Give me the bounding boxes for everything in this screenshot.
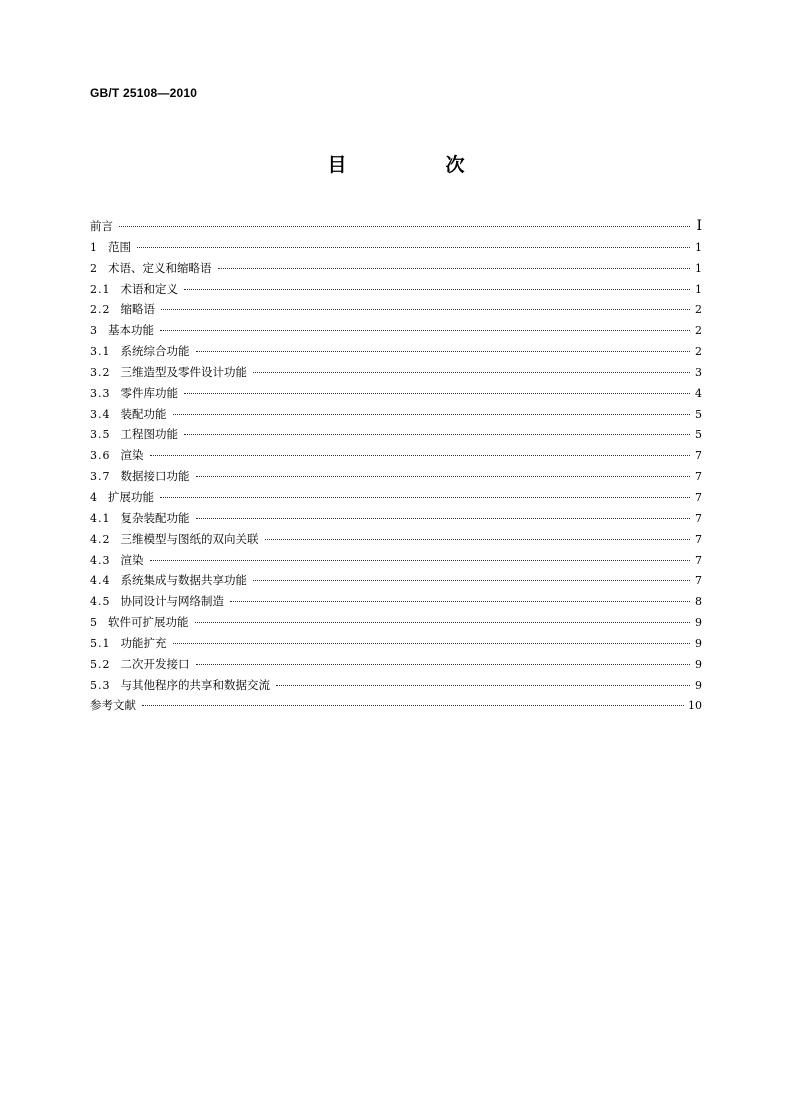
toc-entry-label: 基本功能 (108, 323, 154, 338)
toc-leader-dots (276, 685, 690, 686)
toc-entry-page-number: 1 (695, 261, 702, 275)
toc-leader-dots (160, 497, 690, 498)
toc-entry-number: 4 (90, 490, 98, 504)
toc-entry-page-number: 4 (695, 386, 702, 400)
toc-entry[interactable] (90, 424, 702, 445)
toc-entry-label: 三维模型与图纸的双向关联 (120, 531, 259, 546)
toc-entry[interactable] (90, 362, 702, 383)
toc-entry[interactable] (90, 675, 702, 696)
toc-entry-label: 功能扩充 (120, 635, 167, 650)
toc-entry-number: 2.1 (90, 282, 111, 296)
toc-entry-label: 软件可扩展功能 (108, 615, 189, 630)
toc-entry-label: 参考文献 (90, 698, 136, 713)
toc-entry-page-number: 9 (695, 678, 702, 692)
toc-entry-number: 5.1 (90, 636, 111, 650)
toc-entry-number: 5.2 (90, 657, 111, 671)
toc-leader-dots (196, 476, 691, 477)
toc-leader-dots (184, 434, 690, 435)
toc-entry-page-number: 7 (695, 574, 702, 588)
toc-entry[interactable] (90, 612, 702, 633)
toc-entry[interactable] (90, 529, 702, 550)
toc-entry-number: 3.2 (90, 365, 111, 379)
toc-entry-label: 三维造型及零件设计功能 (120, 364, 247, 379)
toc-entry[interactable] (90, 695, 702, 716)
toc-entry-label: 系统综合功能 (120, 344, 190, 359)
toc-entry[interactable] (90, 279, 702, 300)
toc-entry-page-number: 8 (695, 595, 702, 609)
toc-entry-label: 协同设计与网络制造 (120, 594, 224, 609)
toc-entry-number: 2 (90, 261, 98, 275)
toc-entry-page-number: 1 (695, 240, 702, 254)
toc-entry-label: 范围 (108, 239, 131, 254)
toc-entry-number: 3 (90, 324, 98, 338)
toc-leader-dots (196, 518, 691, 519)
toc-leader-dots (184, 289, 690, 290)
toc-entry-label: 系统集成与数据共享功能 (120, 573, 247, 588)
toc-entry-number: 4.1 (90, 511, 111, 525)
toc-entry[interactable] (90, 508, 702, 529)
toc-entry-number: 4.3 (90, 553, 111, 567)
toc-entry-page-number: 7 (695, 511, 702, 525)
toc-entry-label: 零件库功能 (120, 385, 178, 400)
toc-leader-dots (230, 601, 690, 602)
toc-leader-dots (253, 580, 690, 581)
toc-entry-number: 5 (90, 616, 98, 630)
toc-entry-page-number: 3 (695, 365, 702, 379)
toc-entry-number: 5.3 (90, 678, 111, 692)
toc-entry[interactable] (90, 654, 702, 675)
toc-entry-label: 装配功能 (120, 406, 167, 421)
toc-leader-dots (150, 560, 691, 561)
toc-leader-dots (196, 351, 691, 352)
toc-leader-dots (160, 330, 690, 331)
toc-leader-dots (150, 455, 691, 456)
toc-entry-page-number: 5 (695, 407, 702, 421)
toc-leader-dots (119, 226, 690, 227)
toc-entry[interactable] (90, 258, 702, 279)
toc-entry-page-number: 10 (688, 699, 702, 713)
page-title: 目 次 (327, 154, 505, 176)
toc-entry[interactable] (90, 383, 702, 404)
toc-entry-page-number: 1 (695, 282, 702, 296)
toc-entry-label: 术语和定义 (120, 281, 178, 296)
toc-entry-page-number: 5 (695, 428, 702, 442)
toc-leader-dots (196, 664, 691, 665)
toc-entry[interactable] (90, 550, 702, 571)
toc-entry-number: 4.4 (90, 574, 111, 588)
toc-entry[interactable] (90, 445, 702, 466)
toc-entry-page-number: 9 (695, 616, 702, 630)
toc-leader-dots (137, 247, 690, 248)
toc-entry[interactable] (90, 633, 702, 654)
toc-entry-label: 复杂装配功能 (120, 510, 190, 525)
toc-entry-page-number: 7 (695, 553, 702, 567)
toc-leader-dots (184, 393, 690, 394)
toc-leader-dots (142, 705, 684, 706)
toc-entry-label: 缩略语 (120, 302, 155, 317)
toc-entry-page-number: Ⅰ (696, 218, 702, 234)
toc-entry-label: 与其他程序的共享和数据交流 (120, 677, 270, 692)
toc-leader-dots (265, 539, 691, 540)
toc-entry-page-number: 2 (695, 303, 702, 317)
toc-entry-number: 1 (90, 240, 98, 254)
toc-entry[interactable] (90, 591, 702, 612)
toc-entry[interactable] (90, 341, 702, 362)
toc-leader-dots (253, 372, 690, 373)
toc-entry[interactable] (90, 237, 702, 258)
toc-entry-number: 3.4 (90, 407, 111, 421)
toc-entry-number: 2.2 (90, 303, 111, 317)
toc-entry-page-number: 9 (695, 657, 702, 671)
toc-entry-label: 二次开发接口 (120, 656, 190, 671)
toc-entry-label: 前言 (90, 219, 113, 233)
toc-entry-page-number: 7 (695, 490, 702, 504)
toc-entry[interactable] (90, 404, 702, 425)
toc-entry-page-number: 7 (695, 470, 702, 484)
table-of-contents (90, 216, 702, 716)
toc-entry-label: 术语、定义和缩略语 (108, 260, 212, 275)
toc-entry-number: 3.5 (90, 428, 111, 442)
toc-entry-number: 3.7 (90, 470, 111, 484)
toc-entry-label: 渲染 (120, 552, 144, 567)
toc-entry-label: 数据接口功能 (120, 469, 190, 484)
toc-leader-dots (161, 309, 690, 310)
toc-entry-page-number: 9 (695, 636, 702, 650)
toc-entry-number: 3.1 (90, 345, 111, 359)
toc-entry-number: 4.5 (90, 595, 111, 609)
toc-entry-page-number: 2 (695, 324, 702, 338)
toc-entry[interactable] (90, 299, 702, 320)
toc-entry-label: 扩展功能 (108, 489, 154, 504)
toc-entry-number: 3.6 (90, 449, 111, 463)
toc-entry-page-number: 7 (695, 532, 702, 546)
toc-leader-dots (195, 622, 691, 623)
toc-entry[interactable] (90, 487, 702, 508)
toc-entry-page-number: 2 (695, 345, 702, 359)
toc-entry-page-number: 7 (695, 449, 702, 463)
toc-entry-label: 渲染 (120, 448, 144, 463)
toc-entry[interactable] (90, 320, 702, 341)
standard-number: GB/T 25108—2010 (90, 86, 198, 100)
toc-entry[interactable] (90, 570, 702, 591)
toc-entry-label: 工程图功能 (120, 427, 178, 442)
toc-entry-number: 4.2 (90, 532, 111, 546)
toc-entry-number: 3.3 (90, 386, 111, 400)
toc-leader-dots (218, 268, 691, 269)
toc-leader-dots (173, 414, 691, 415)
toc-entry[interactable] (90, 466, 702, 487)
toc-leader-dots (173, 643, 691, 644)
toc-entry[interactable] (90, 216, 702, 237)
